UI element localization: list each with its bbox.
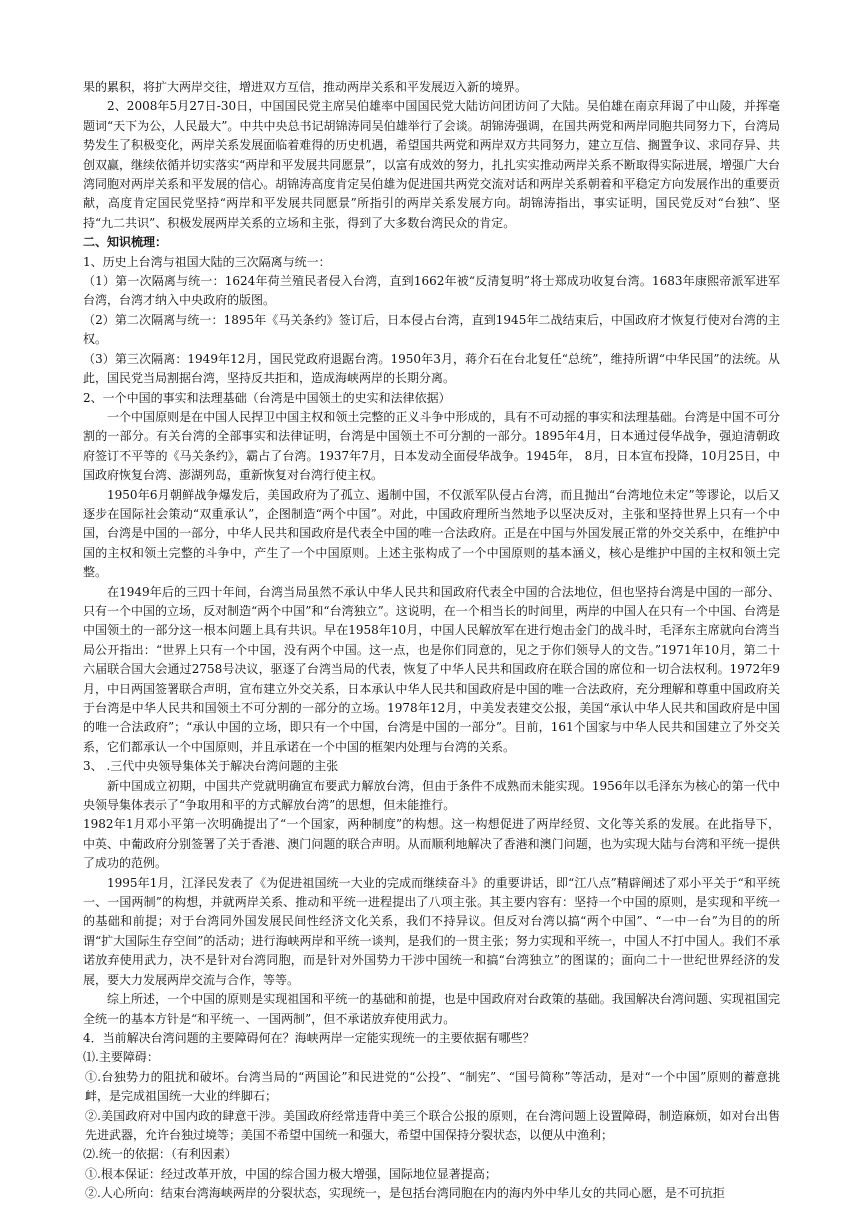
- body-paragraph: 3、 .三代中央领导集体关于解决台湾问题的主张: [83, 759, 339, 774]
- body-paragraph: 1950年6月朝鲜战争爆发后，美国政府为了孤立、遏制中国，不仅派军队侵占台湾，而且抛出“台湾地位未定”等谬论，以后又逐步在国际社会策动“双重承认”，企图制造“两个中国”。对此，中国政府理所当然地予以坚决反对，主张和坚持世界上只有一个中国，台湾是中国的一部分，中华人民共和国政府是代表全中国的唯一合法政府。正是在中国与外国发展正常的外交关系中，在维护中国的主权和领土完整的斗争中，产生了一个中国原则。上述主张构成了一个中国原则的基本涵义，核心是维护中国的主权和领土完整。: [83, 487, 780, 580]
- body-paragraph: （3）第三次隔离：1949年12月，国民党政府退踞台湾。1950年3月，蒋介石在台北复任“总统”，维持所谓“中华民国”的法统。从此，国民党当局割据台湾，坚持反共拒和，造成海峡两岸的长期分离。: [83, 351, 780, 386]
- body-paragraph: ⑵.统一的依据：（有利因素）: [83, 1147, 237, 1162]
- body-paragraph: 果的累积，将扩大两岸交往，增进双方互信，推动两岸关系和平发展迈入新的境界。: [83, 80, 528, 94]
- section-heading: 二、知识梳理：: [83, 235, 168, 250]
- body-paragraph: ①.台独势力的阻扰和破坏。台湾当局的“两国论”和民进党的“公投”、“制宪”、“国号简称”等活动，是对“一个中国”原则的蓄意挑衅，是完成祖国统一大业的绊脚石；: [85, 1069, 780, 1104]
- body-paragraph: 新中国成立初期，中国共产党就明确宣布要武力解放台湾，但由于条件不成熟而未能实现。1956年以毛泽东为核心的第一代中央领导集体表示了“争取用和平的方式解放台湾”的思想，但未能推行。: [83, 778, 780, 813]
- body-paragraph: 一个中国原则是在中国人民捍卫中国主权和领土完整的正义斗争中形成的，具有不可动摇的事实和法理基础。台湾是中国不可分割的一部分。有关台湾的全部事实和法律证明，台湾是中国领土不可分割的一部分。1895年4月，日本通过侵华战争，强迫清朝政府签订不平等的《马关条约》，霸占了台湾。1937年7月，日本发动全面侵华战争。1945年， 8月，日本宣布投降，10月25日，中国政府恢复台湾、澎湖列岛，重新恢复对台湾行使主权。: [83, 409, 780, 483]
- body-paragraph: ②.人心所向：结束台湾海峡两岸的分裂状态，实现统一，是包括台湾同胞在内的海内外中华儿女的共同心愿，是不可抗拒: [85, 1186, 725, 1201]
- body-paragraph: （1）第一次隔离与统一：1624年荷兰殖民者侵入台湾，直到1662年被“反清复明”将士郑成功收复台湾。1683年康熙帝派军进军台湾，台湾才纳入中央政府的版图。: [83, 274, 780, 308]
- body-paragraph: 1982年1月邓小平第一次明确提出了“一个国家，两种制度”的构想。这一构想促进了两岸经贸、文化等关系的发展。在此指导下，中英、中葡政府分别签署了关于香港、澳门问题的联合声明。从而顺利地解决了香港和澳门问题，也为实现大陆与台湾和平统一提供了成功的范例。: [83, 817, 780, 871]
- body-paragraph: ①.根本保证：经过改革开放，中国的综合国力极大增强，国际地位显著提高；: [85, 1166, 497, 1181]
- body-paragraph: ②.美国政府对中国内政的肆意干涉。美国政府经常违背中美三个联合公报的原则，在台湾问题上设置障碍，制造麻烦，如对台出售先进武器，允许台独过境等；美国不希望中国统一和强大，希望中国保持分裂状态，以便从中渔利；: [85, 1108, 780, 1142]
- body-paragraph: ⑴.主要障碍：: [83, 1050, 159, 1065]
- body-paragraph: 1995年1月，江泽民发表了《为促进祖国统一大业的完成而继续奋斗》的重要讲话，即“江八点”精辟阐述了邓小平关于“和平统一、一国两制”的构想，并就两岸关系、推动和平统一进程提出了八项主张。其主要内容有：坚持一个中国的原则，是实现和平统一的基础和前提；对于台湾同外国发展民间性经济文化关系，我们不持异议。但反对台湾以搞“两个中国”、“一中一台”为目的的所谓“扩大国际生存空间”的活动；进行海峡两岸和平统一谈判，是我们的一贯主张；努力实现和平统一，中国人不打中国人。我们不承诺放弃使用武力，决不是针对台湾同胞，而是针对外国势力干涉中国统一和搞“台湾独立”的图谋的；面向二十一世纪世界经济的发展，要大力发展两岸交流与合作，等等。: [83, 875, 780, 987]
- body-paragraph: 综上所述，一个中国的原则是实现祖国和平统一的基础和前提，也是中国政府对台政策的基础。我国解决台湾问题、实现祖国完全统一的基本方针是“和平统一、一国两制”，但不承诺放弃使用武力。: [83, 992, 780, 1026]
- body-paragraph: （2）第二次隔离与统一：1895年《马关条约》签订后，日本侵占台湾，直到1945年二战结束后，中国政府才恢复行使对台湾的主权。: [83, 312, 780, 347]
- body-paragraph: 2、一个中国的事实和法理基础（台湾是中国领土的史实和法律依据）: [83, 390, 451, 405]
- body-paragraph: 1、历史上台湾与祖国大陆的三次隔离与统一：: [83, 254, 331, 269]
- body-paragraph: 2、2008年5月27日-30日，中国国民党主席吴伯雄率中国国民党大陆访问团访问了大陆。吴伯雄在南京拜谒了中山陵，并挥毫题词“天下为公，人民最大”。中共中央总书记胡锦涛同吴伯雄举行了会谈。胡锦涛强调，在国共两党和两岸同胞共同努力下，台湾局势发生了积极变化，两岸关系发展面临着难得的历史机遇，希望国共两党和两岸双方共同努力，建立互信、搁置争议、求同存异、共创双赢，继续依循并切实落实“两岸和平发展共同愿景”，以富有成效的努力，扎扎实实推动两岸关系不断取得实际进展，增强广大台湾同胞对两岸关系和平发展的信心。胡锦涛高度肯定吴伯雄为促进国共两党交流对话和两岸关系朝着和平稳定方向发展作出的重要贡献，高度肯定国民党坚持“两岸和平发展共同愿景”所指引的两岸关系发展方向。胡锦涛指出，事实证明，国民党反对“台独”、坚持“九二共识”、积极发展两岸关系的立场和主张，得到了大多数台湾民众的肯定。: [83, 99, 780, 230]
- body-paragraph: 4．当前解决台湾问题的主要障碍何在？海峡两岸一定能实现统一的主要依据有哪些？: [83, 1030, 535, 1045]
- body-paragraph: 在1949年后的三四十年间，台湾当局虽然不承认中华人民共和国政府代表全中国的合法地位，但也坚持台湾是中国的一部分、只有一个中国的立场，反对制造“两个中国”和“台湾独立”。这说明，在一个相当长的时间里，两岸的中国人在只有一个中国、台湾是中国领土的一部分这一根本问题上具有共识。早在1958年10月，中国人民解放军在进行炮击金门的战斗时，毛泽东主席就向台湾当局公开指出：“世界上只有一个中国，没有两个中国。这一点，也是你们同意的，见之于你们领导人的文告。”1971年10月，第二十六届联合国大会通过2758号决议，驱逐了台湾当局的代表，恢复了中华人民共和国政府在联合国的席位和一切合法权利。1972年9月，中日两国签署联合声明，宣布建立外交关系，日本承认中华人民共和国政府是中国的唯一合法政府，充分理解和尊重中国政府关于台湾是中华人民共和国领土不可分割的一部分的立场。1978年12月，中美发表建交公报，美国“承认中华人民共和国政府是中国的唯一合法政府”；“承认中国的立场，即只有一个中国，台湾是中国的一部分”。目前，161个国家与中华人民共和国建立了外交关系，它们都承认一个中国原则，并且承诺在一个中国的框架内处理与台湾的关系。: [83, 584, 780, 754]
